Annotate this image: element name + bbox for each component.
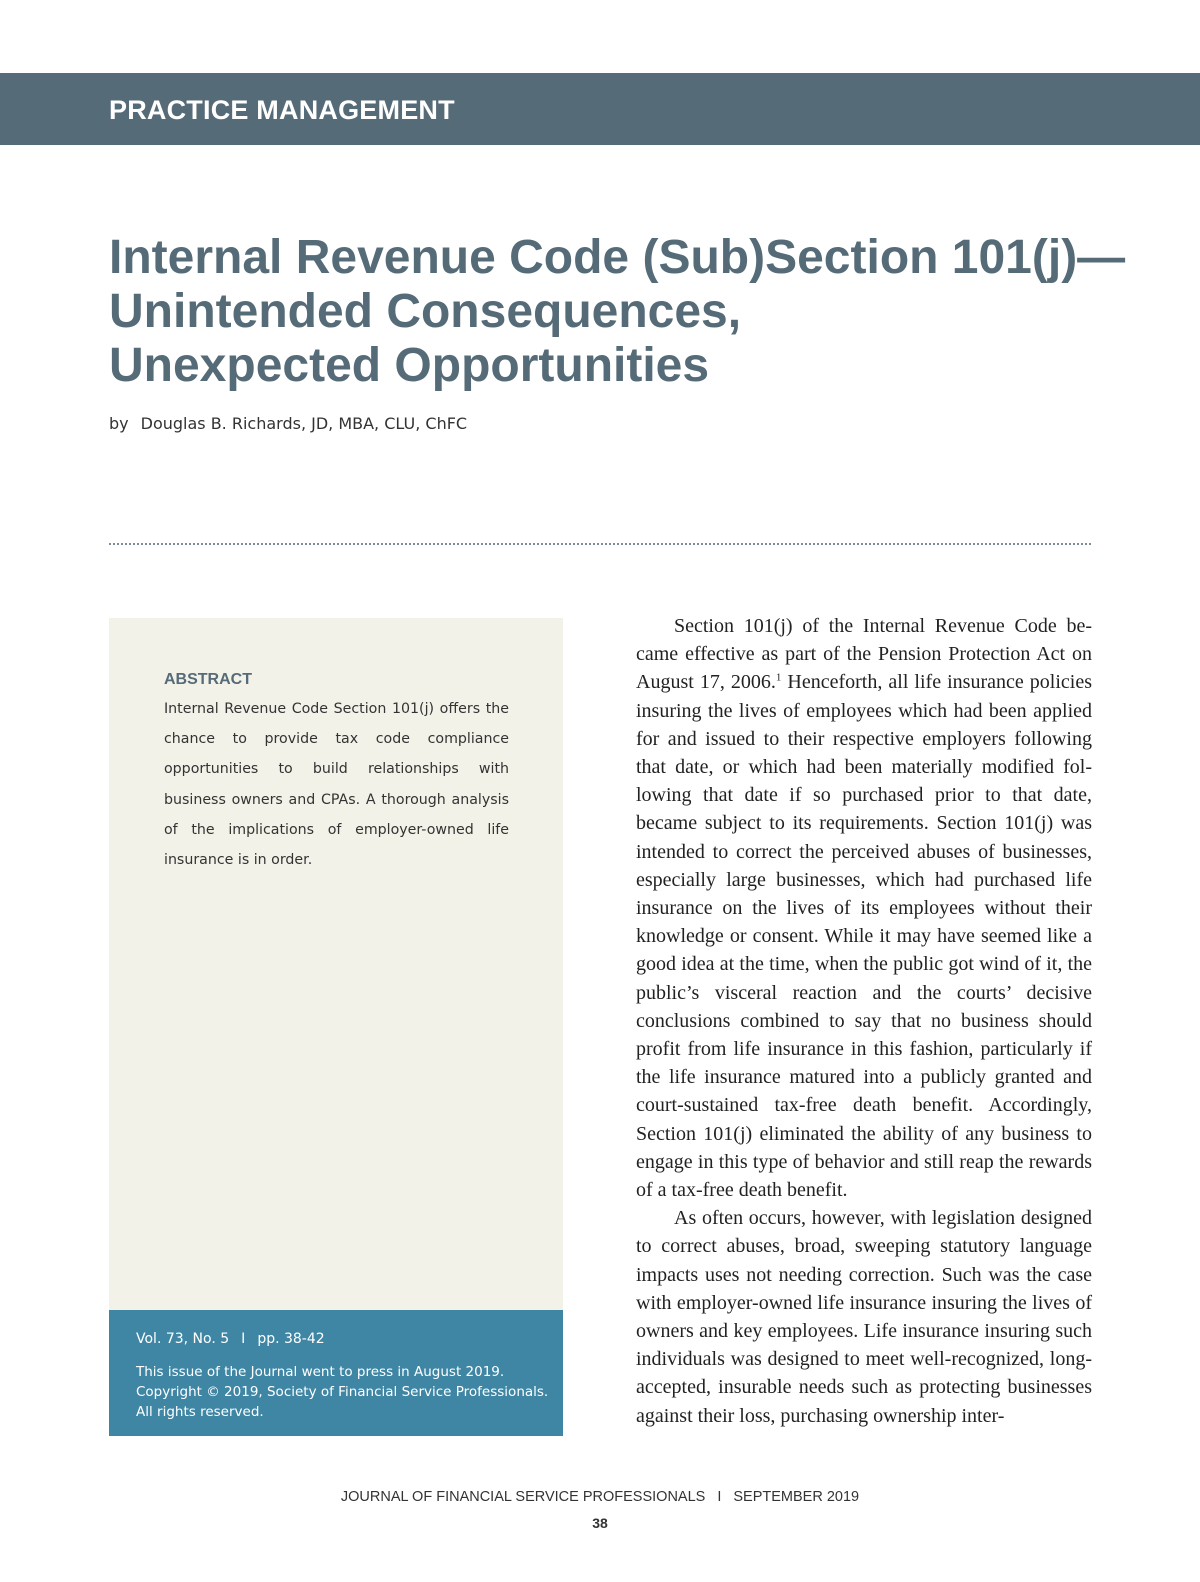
issue-date: SEPTEMBER 2019 bbox=[733, 1489, 860, 1505]
byline bbox=[109, 414, 467, 434]
abstract-text: Internal Revenue Code Section 101(j) offers the chance to provide tax code compliance opportunities to build relationships with business owners and CPAs. A thorough analysis of the implications of employer-owned life insurance is in order. bbox=[164, 701, 509, 869]
volume-separator: I bbox=[241, 1331, 246, 1347]
volume-number: Vol. 73, No. 5 bbox=[136, 1331, 230, 1347]
volume-line bbox=[136, 1330, 325, 1348]
abstract-heading: ABSTRACT bbox=[164, 671, 252, 688]
paragraph-text: Henceforth, all life insurance policies insuring the lives of employees which had been applied for and issued to their respective employers following that date, or which had been materially modified following that date if so purchased prior to that date, became subject to its requirements. Section 101(j) was intended to correct the perceived abuses of businesses, especially large businesses, which had purchased life insurance on the lives of its employees without their knowledge or consent. While it may have seemed like a good idea at the time, when the public got wind of it, the public’s visceral reaction and the courts’ decisive conclusions combined to say that no business should profit from life insurance in this fashion, particularly if the life insurance matured into a publicly granted and court-sustained tax-free death benefit. Accordingly, Section 101(j) eliminated the ability of any business to engage in this type of behavior and still reap the rewards of a tax-free death benefit. bbox=[636, 671, 1092, 1202]
article-body bbox=[636, 612, 1092, 1430]
body-paragraph-1 bbox=[636, 612, 1092, 1204]
author-name: Douglas B. Richards, JD, MBA, CLU, ChFC bbox=[140, 414, 468, 433]
page-range: pp. 38-42 bbox=[257, 1331, 325, 1347]
section-label: PRACTICE MANAGEMENT bbox=[109, 95, 455, 125]
copyright-line: Copyright © 2019, Society of Financial Service Professionals. bbox=[136, 1384, 549, 1400]
footnote-marker: 1 bbox=[775, 671, 782, 684]
journal-name: JOURNAL OF FINANCIAL SERVICE PROFESSIONALS bbox=[340, 1489, 706, 1505]
rights-line: All rights reserved. bbox=[136, 1404, 264, 1420]
body-paragraph-2: As often occurs, however, with legislation designed to correct abuses, broad, sweeping statutory language impacts uses not needing correction. Such was the case with employer-owned life insurance insuring the lives of owners and key employees. Life insurance insuring such individuals was designed to meet well-recognized, long-accepted, insurable needs such as protecting businesses against their loss, purchasing ownership inter- bbox=[636, 1207, 1092, 1427]
footer-separator: I bbox=[717, 1489, 722, 1505]
paragraph-text: Section 101(j) of the Internal Revenue Code became effective as part of the Pension Protection Act on August 17, 2006. bbox=[636, 615, 1092, 694]
section-divider bbox=[109, 543, 1091, 545]
title-line: Unexpected Opportunities bbox=[109, 339, 710, 392]
byline-prefix: by bbox=[109, 414, 129, 433]
article-title bbox=[109, 231, 1126, 393]
page-footer bbox=[0, 1488, 1200, 1506]
page-number: 38 bbox=[592, 1515, 608, 1531]
copyright-notice bbox=[136, 1362, 556, 1422]
press-line: This issue of the Journal went to press in August 2019. bbox=[136, 1364, 505, 1380]
title-line: Internal Revenue Code (Sub)Section 101(j)— bbox=[109, 231, 1126, 284]
title-line: Unintended Consequences, bbox=[109, 285, 742, 338]
